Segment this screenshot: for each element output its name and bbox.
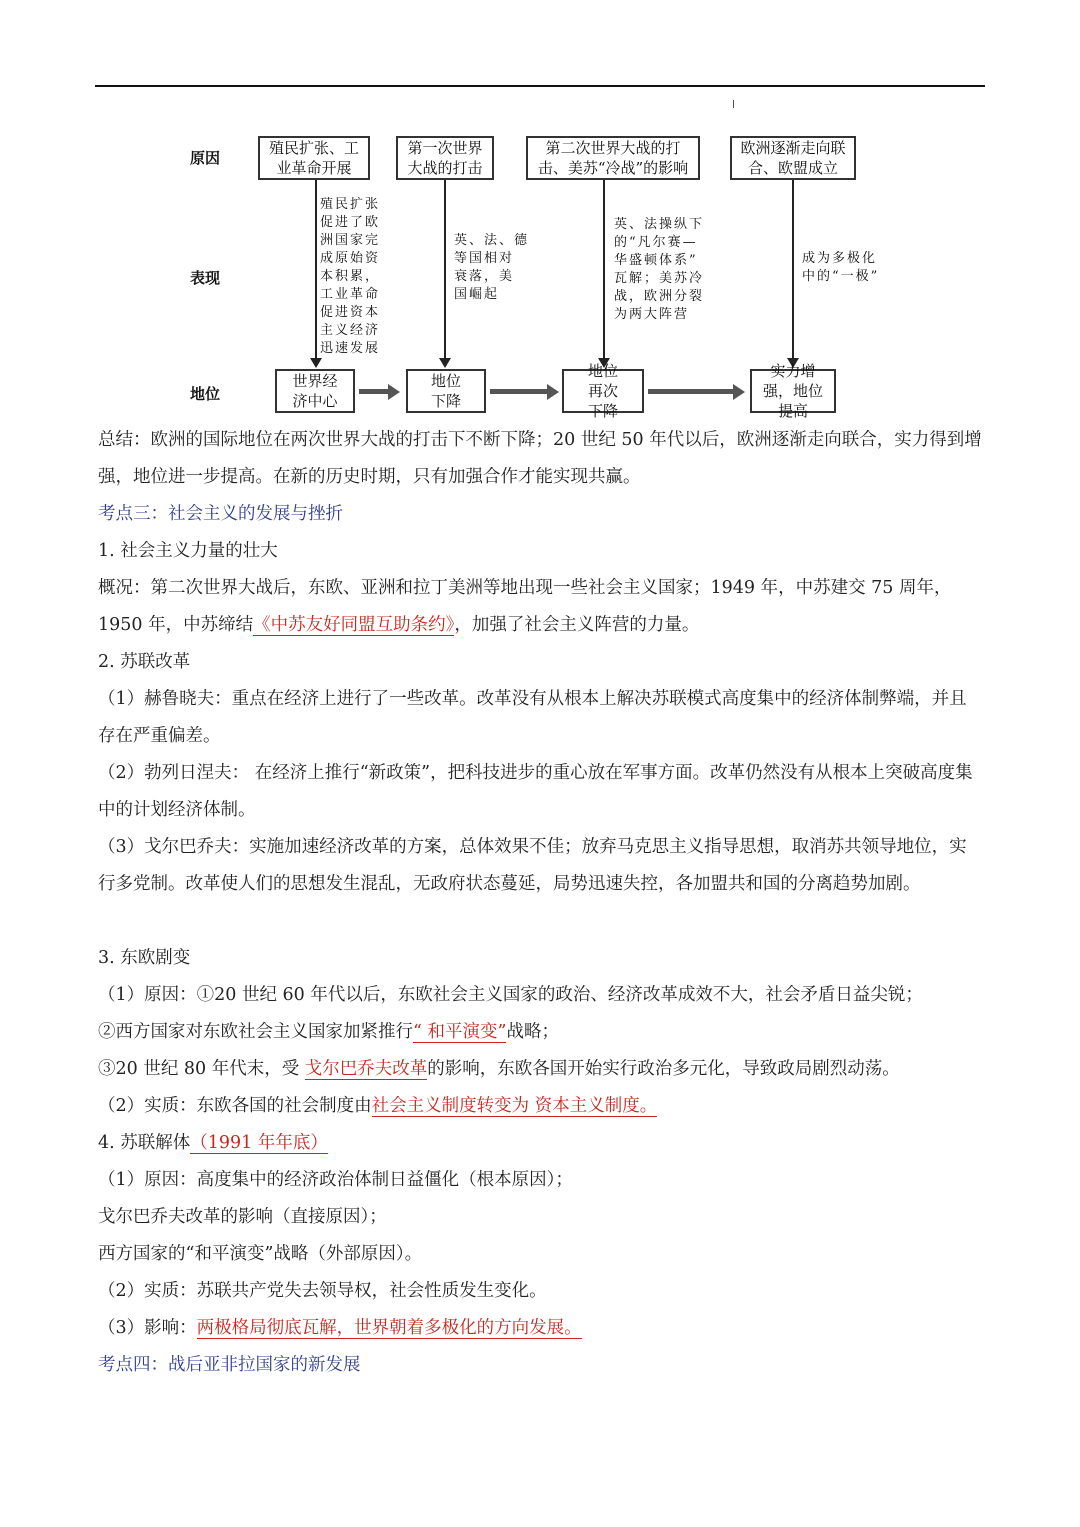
text-run: ③20 世纪 80 年代末，受 xyxy=(98,1059,305,1079)
connector-line xyxy=(359,389,389,394)
manifestation-text: 成为多极化 中的“一极” xyxy=(802,251,880,284)
section-heading: 考点四：战后亚非拉国家的新发展 xyxy=(98,1355,361,1375)
status-box: 地位下降 xyxy=(406,369,486,413)
highlight-answer: 戈尔巴乔夫改革 xyxy=(304,1059,428,1079)
arrow-right-icon xyxy=(388,384,400,400)
margin-tick xyxy=(733,100,734,108)
text-run: 战略； xyxy=(506,1022,559,1042)
cause-box: 殖民扩张、工业革命开展 xyxy=(258,136,370,180)
overview-paragraph xyxy=(98,570,983,644)
connector-line xyxy=(792,180,794,360)
arrow-right-icon xyxy=(547,384,559,400)
status-box: 地位再次下降 xyxy=(562,369,644,413)
text-run: 概况：第二次世界大战后，东欧、亚洲和拉丁美洲等地出现一些社会主义国家；1949 年，中苏建交 75 周年，1950 年，中苏缔结 xyxy=(98,578,952,635)
reform-paragraph: （1）赫鲁晓夫：重点在经济上进行了一些改革。改革没有从根本上解决苏联模式高度集中的经济体制弊端，并且存在严重偏差。 xyxy=(98,689,967,746)
summary-paragraph: 总结：欧洲的国际地位在两次世界大战的打击下不断下降；20 世纪 50 年代以后，欧洲逐渐走向联合，实力得到增强，地位进一步提高。在新的历史时期，只有加强合作才能实现共赢。 xyxy=(98,430,982,487)
manifestation-text: 殖民扩张 促进了欧 洲国家完 成原始资 本积累， 工业革命 促进资本 主义经济 迅速发展 xyxy=(320,197,381,356)
highlight-answer: （1991 年年底） xyxy=(190,1133,328,1153)
cause-paragraph: （1）原因：①20 世纪 60 年代以后，东欧社会主义国家的政治、经济改革成效不大，社会矛盾日益尖锐； xyxy=(98,985,923,1005)
cause-box: 欧洲逐渐走向联合、欧盟成立 xyxy=(730,136,856,180)
cause-box: 第一次世界大战的打击 xyxy=(396,136,494,180)
status-box: 实力增强，地位提高 xyxy=(750,369,836,413)
subsection-title xyxy=(98,1125,983,1162)
connector-line xyxy=(648,389,734,394)
connector-line xyxy=(444,180,446,360)
arrow-down-icon xyxy=(310,358,322,368)
row-label-manifestation: 表现 xyxy=(190,269,221,287)
cause-paragraph: （1）原因：高度集中的经济政治体制日益僵化（根本原因）； xyxy=(98,1170,573,1190)
cause-paragraph: 西方国家的“和平演变”战略（外部原因）。 xyxy=(98,1244,423,1264)
text-run: ，加强了社会主义阵营的力量。 xyxy=(454,615,700,635)
connector-line xyxy=(603,180,605,360)
highlight-answer: 两极格局彻底瓦解，世界朝着多极化的方向发展。 xyxy=(196,1318,582,1338)
text-run: （2）实质：东欧各国的社会制度由 xyxy=(98,1096,372,1116)
status-box: 世界经济中心 xyxy=(275,369,355,413)
text-run: ②西方国家对东欧社会主义国家加紧推行 xyxy=(98,1022,413,1042)
essence-paragraph: （2）实质：苏联共产党失去领导权，社会性质发生变化。 xyxy=(98,1281,547,1301)
arrow-right-icon xyxy=(733,384,745,400)
manifestation-text: 英、法、德 等国相对 衰落，美 国崛起 xyxy=(454,233,530,302)
highlight-answer: 社会主义制度转变为 资本主义制度。 xyxy=(371,1096,658,1116)
row-label-status: 地位 xyxy=(190,385,221,403)
arrow-down-icon xyxy=(439,358,451,368)
impact-paragraph xyxy=(98,1310,983,1347)
text-run: 4. 苏联解体 xyxy=(98,1133,191,1153)
essence-paragraph xyxy=(98,1088,983,1125)
subsection-title: 3. 东欧剧变 xyxy=(98,948,191,968)
connector-line xyxy=(315,180,317,360)
subsection-title: 1. 社会主义力量的壮大 xyxy=(98,541,278,561)
cause-paragraph xyxy=(98,1051,983,1088)
text-run: 的影响，东欧各国开始实行政治多元化，导致政局剧烈动荡。 xyxy=(427,1059,900,1079)
connector-line xyxy=(490,389,548,394)
highlight-answer: 《中苏友好同盟互助条约》 xyxy=(253,615,455,635)
subsection-title: 2. 苏联改革 xyxy=(98,652,191,672)
row-label-cause: 原因 xyxy=(190,149,221,167)
reform-paragraph: （3）戈尔巴乔夫：实施加速经济改革的方案，总体效果不佳；放弃马克思主义指导思想，取消苏共领导地位，实行多党制。改革使人们的思想发生混乱，无政府状态蔓延，局势迅速失控，各加盟共和国的分离趋势加剧。 xyxy=(98,837,967,894)
cause-paragraph xyxy=(98,1014,983,1051)
top-rule xyxy=(95,85,985,87)
manifestation-text: 英、法操纵下 的“凡尔赛— 华盛顿体系” 瓦解；美苏冷 战，欧洲分裂 为两大阵营 xyxy=(614,217,705,322)
reform-paragraph: （2）勃列日涅夫： 在经济上推行“新政策”，把科技进步的重心放在军事方面。改革仍然没有从根本上突破高度集中的计划经济体制。 xyxy=(98,763,973,820)
text-run: （3）影响： xyxy=(98,1318,197,1338)
cause-box: 第二次世界大战的打击、美苏“冷战”的影响 xyxy=(526,136,700,180)
cause-paragraph: 戈尔巴乔夫改革的影响（直接原因）； xyxy=(98,1207,387,1227)
section-heading: 考点三：社会主义的发展与挫折 xyxy=(98,504,343,524)
highlight-answer: “ 和平演变” xyxy=(413,1022,507,1042)
